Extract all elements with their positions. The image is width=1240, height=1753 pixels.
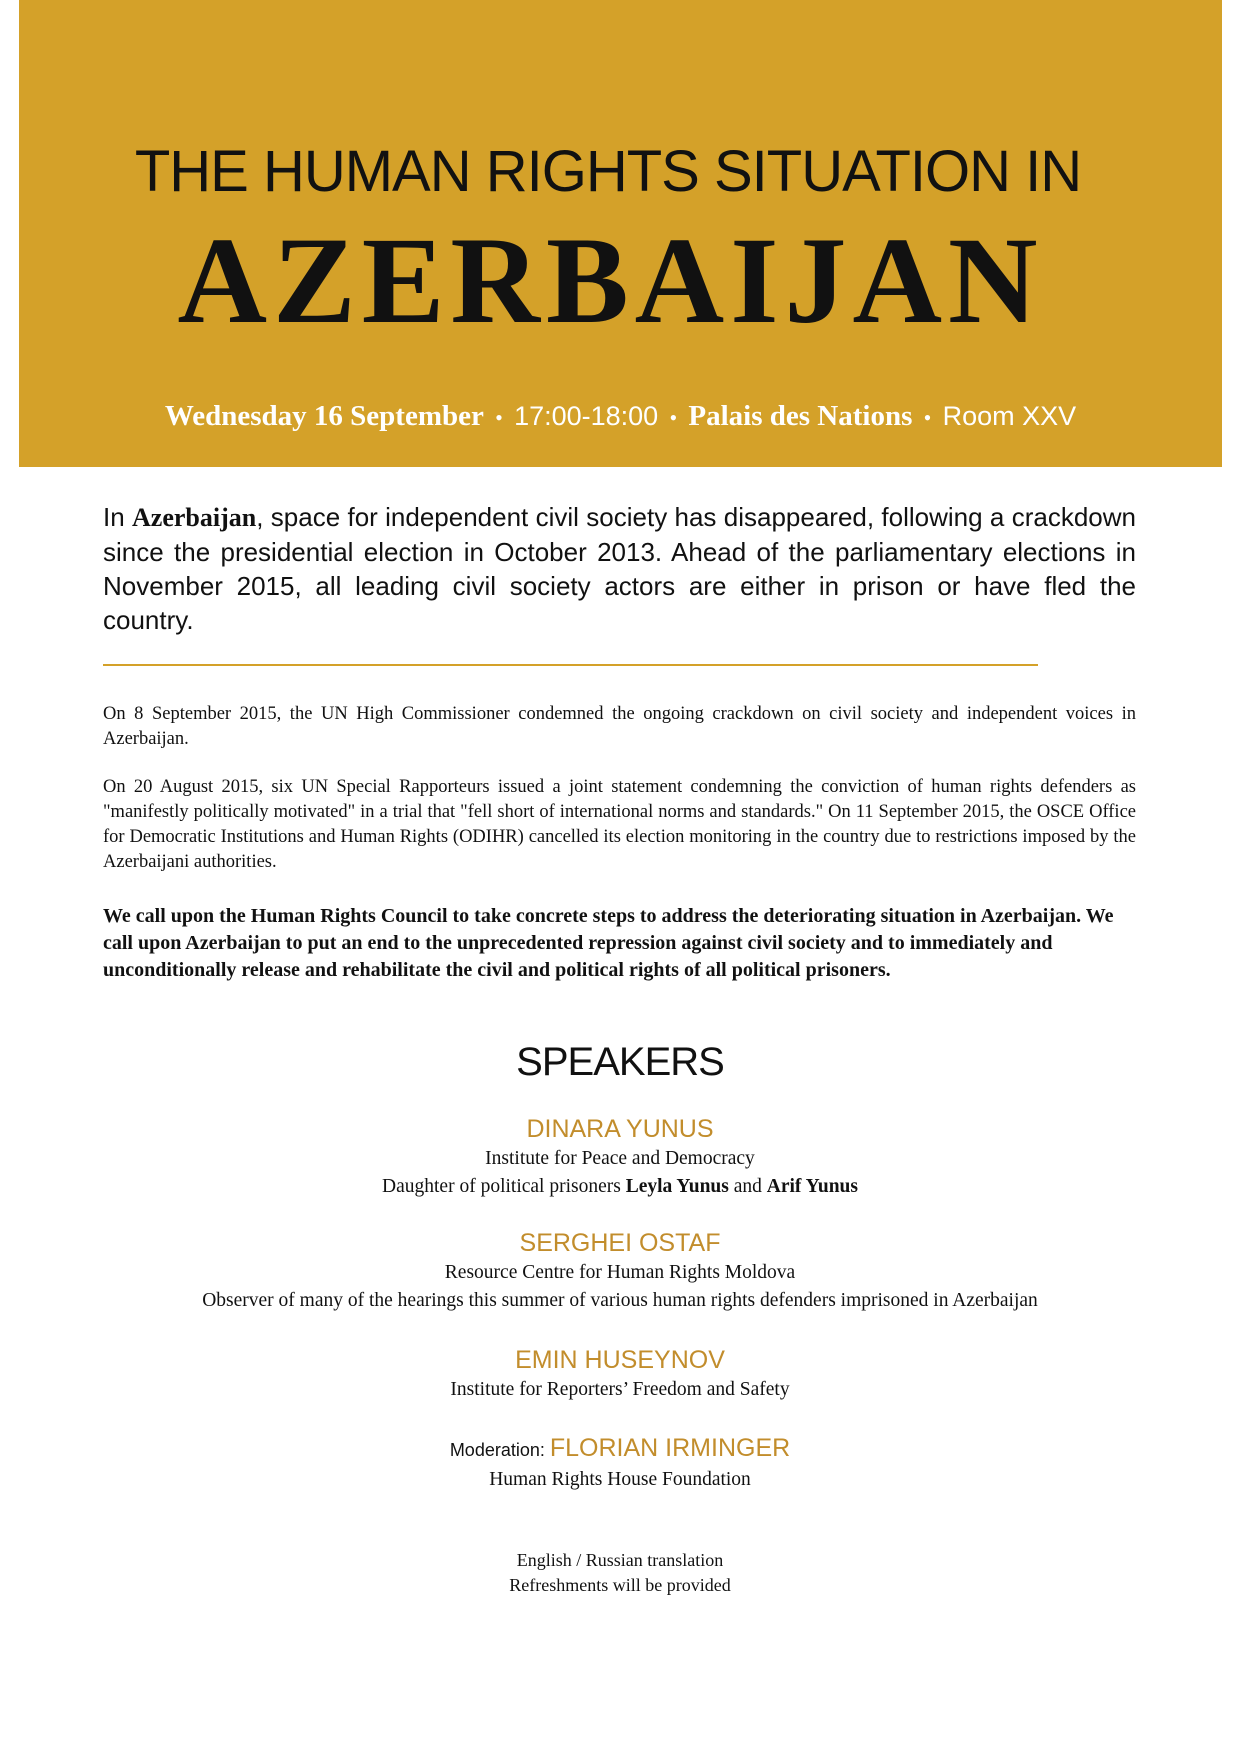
moderator-line bbox=[0, 1432, 1240, 1466]
footer-notes bbox=[0, 1548, 1240, 1598]
paragraph-special-rapporteurs: On 20 August 2015, six UN Special Rapporteurs issued a joint statement condemning the conviction of human rights defenders as "manifestly politically motivated" in a trial that "fell short of international norms and standards." On 11 September 2015, the OSCE Office for Democratic Institutions and Human Rights (ODIHR) cancelled its election monitoring in the country due to restrictions imposed by the Azerbaijani authorities. bbox=[103, 777, 1136, 872]
note-name-leyla: Leyla Yunus bbox=[625, 1176, 729, 1197]
call-to-action: We call upon the Human Rights Council to take concrete steps to address the deteriorating situation in Azerbaijan. We call upon Azerbaijan to put an end to the unprecedented repression against civil society and to immediately and unconditionally release and rehabilitate the civil and political rights of all political prisoners. bbox=[103, 905, 1114, 981]
moderation-label: Moderation: bbox=[449, 1440, 550, 1460]
event-details bbox=[19, 400, 1222, 433]
intro-text: , space for independent civil society has disappeared, following a crackdown since the presidential election in October 2013. Ahead of the parliamentary elections in November 2015, all leading civil society actors are either in prison or have fled the country. bbox=[103, 502, 1136, 635]
intro-country: Azerbaijan bbox=[132, 503, 257, 532]
speaker-serghei-ostaf bbox=[0, 1227, 1240, 1315]
intro-prefix: In bbox=[103, 502, 133, 532]
note-name-arif: Arif Yunus bbox=[766, 1176, 858, 1197]
intro-paragraph bbox=[103, 500, 1136, 637]
event-room: Room XXV bbox=[942, 401, 1077, 431]
separator-dot: • bbox=[669, 405, 678, 430]
event-venue: Palais des Nations bbox=[688, 400, 913, 432]
moderator-florian-irminger bbox=[0, 1432, 1240, 1494]
event-time: 17:00-18:00 bbox=[514, 401, 659, 431]
speaker-dinara-yunus bbox=[0, 1113, 1240, 1201]
note-and: and bbox=[728, 1176, 767, 1197]
refreshments-note: Refreshments will be provided bbox=[509, 1575, 731, 1595]
title-country: AZERBAIJAN bbox=[177, 212, 1044, 349]
speaker-org: Institute for Reporters’ Freedom and Safety bbox=[450, 1379, 790, 1400]
speaker-org: Institute for Peace and Democracy bbox=[485, 1148, 755, 1169]
speaker-emin-huseynov bbox=[0, 1344, 1240, 1404]
speaker-name: DINARA YUNUS bbox=[526, 1115, 714, 1143]
header-banner bbox=[19, 0, 1222, 467]
paragraph-high-commissioner: On 8 September 2015, the UN High Commissioner condemned the ongoing crackdown on civil society and independent voices in Azerbaijan. bbox=[103, 704, 1136, 749]
speaker-note bbox=[0, 1173, 1240, 1201]
moderator-name: FLORIAN IRMINGER bbox=[549, 1434, 791, 1462]
event-date: Wednesday 16 September bbox=[164, 400, 484, 432]
moderator-org: Human Rights House Foundation bbox=[489, 1469, 751, 1490]
speakers-heading: SPEAKERS bbox=[516, 1040, 724, 1084]
speaker-name: EMIN HUSEYNOV bbox=[515, 1346, 725, 1374]
speaker-org: Resource Centre for Human Rights Moldova bbox=[444, 1262, 796, 1283]
translation-note: English / Russian translation bbox=[516, 1550, 724, 1570]
speaker-note: Observer of many of the hearings this summer of various human rights defenders imprisoned in Azerbaijan bbox=[202, 1290, 1038, 1311]
separator-dot: • bbox=[495, 405, 503, 430]
divider-rule bbox=[103, 664, 1038, 666]
note-prefix: Daughter of political prisoners bbox=[382, 1176, 626, 1197]
title-line1: THE HUMAN RIGHTS SITUATION IN bbox=[134, 139, 1082, 204]
separator-dot: • bbox=[923, 405, 932, 430]
speaker-name: SERGHEI OSTAF bbox=[519, 1229, 721, 1257]
